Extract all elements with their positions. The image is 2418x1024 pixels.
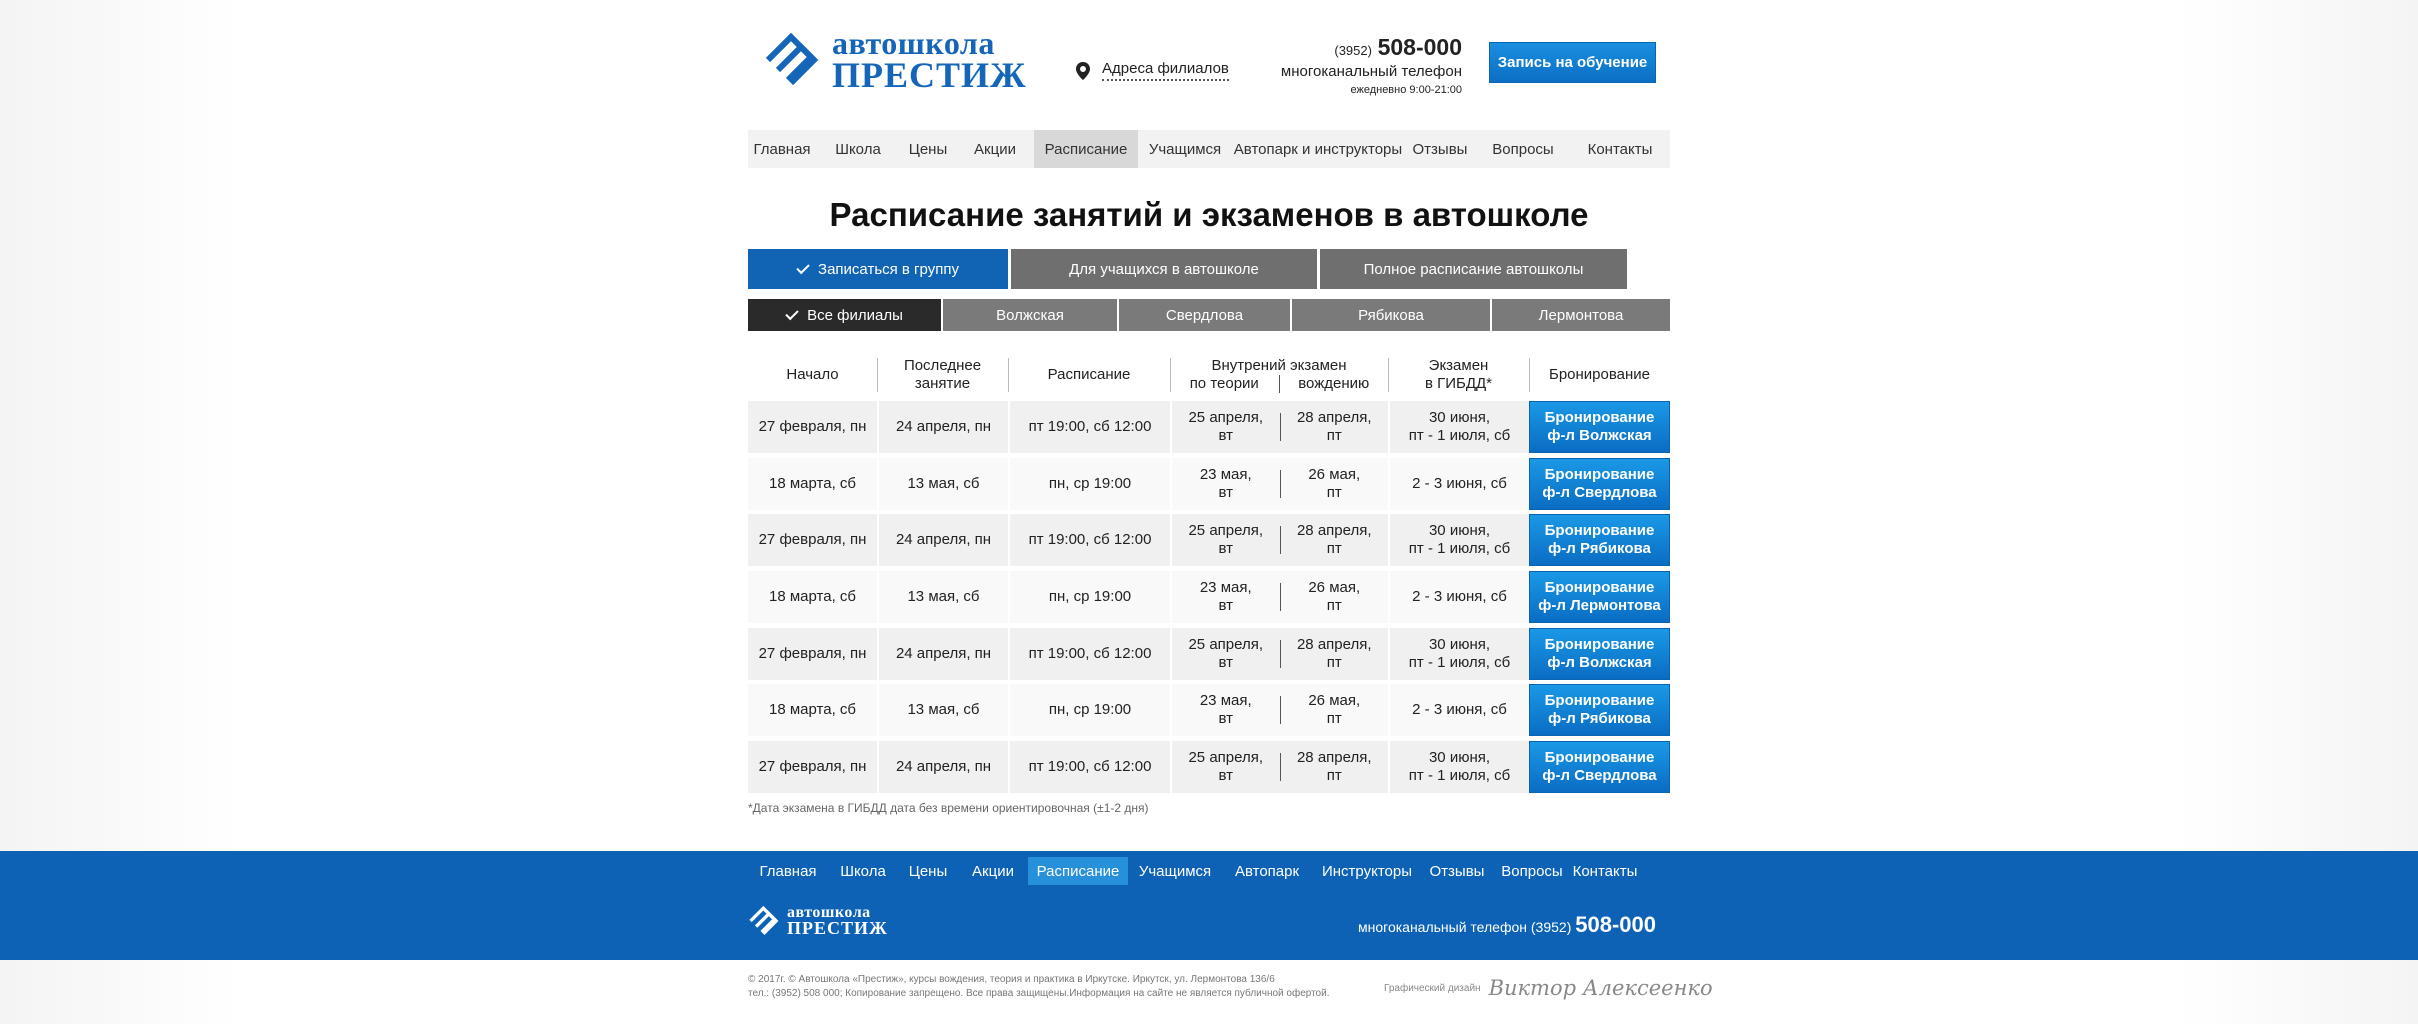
cell-theory [1172,409,1280,445]
branch-tab-1[interactable] [943,299,1117,331]
phone-label: многоканальный телефон [1280,63,1462,80]
footer-nav-item-2[interactable]: Цены [908,862,948,880]
map-pin-icon [1076,62,1090,80]
booking-line1: Бронирование [1544,749,1655,767]
footer-nav [748,857,1670,885]
logo-line1: автошкола [832,25,995,61]
footer-nav-item-3[interactable]: Акции [972,862,1014,880]
header-driving: вождению [1279,375,1389,393]
gibdd-line1: 30 июня, [1428,522,1491,540]
header-last-lesson [877,352,1008,398]
cell-last-lesson: 13 мая, сб [877,684,1008,736]
nav-item-4[interactable]: Расписание [1034,130,1138,168]
booking-branch: ф-л Волжская [1547,653,1652,671]
footer-nav-item-0[interactable]: Главная [759,862,817,880]
cell-schedule: пн, ср 19:00 [1008,571,1170,623]
branch-tab-3[interactable] [1292,299,1490,331]
table-row [748,628,1670,680]
mode-tab-label: Для учащихся в автошколе [1069,260,1259,278]
cell-gibdd [1388,628,1529,680]
theory-date: 23 мая, [1199,579,1252,597]
gibdd-line2: пт - 1 июля, сб [1408,767,1511,785]
cell-start: 18 марта, сб [748,458,877,510]
cell-driving [1281,579,1389,615]
footer-nav-item-9[interactable]: Вопросы [1501,862,1563,880]
theory-day: вт [1218,767,1233,785]
footer-nav-item-1[interactable]: Школа [840,862,886,880]
cell-gibdd [1388,571,1529,623]
driving-day: пт [1326,710,1342,728]
driving-day: пт [1326,767,1342,785]
cell-last-lesson: 24 апреля, пн [877,741,1008,793]
mode-tab-0[interactable] [748,249,1008,289]
cell-schedule: пн, ср 19:00 [1008,458,1170,510]
table-row [748,401,1670,453]
booking-button[interactable] [1529,514,1670,566]
nav-item-6[interactable]: Автопарк и инструкторы [1233,140,1403,158]
branch-tab-label: Рябикова [1358,306,1424,324]
cell-driving [1281,522,1389,558]
header-internal-exam-title: Внутрений экзамен [1211,357,1347,374]
cell-start: 27 февраля, пн [748,628,877,680]
header-gibdd [1388,352,1529,398]
cell-driving [1281,692,1389,728]
enroll-button[interactable]: Запись на обучение [1489,42,1656,83]
footer-logo-line1: автошкола [787,904,871,921]
nav-item-2[interactable]: Цены [908,140,948,158]
booking-line1: Бронирование [1544,692,1655,710]
cell-internal-exam [1170,571,1388,623]
mode-tab-2[interactable] [1320,249,1627,289]
header-schedule: Расписание [1008,352,1170,398]
footer-nav-item-6[interactable]: Автопарк [1234,862,1300,880]
site-logo[interactable] [764,25,1027,95]
header-gibdd-line1: Экзамен [1428,357,1489,374]
theory-date: 23 мая, [1199,465,1252,483]
driving-date: 26 мая, [1308,579,1361,597]
check-icon [785,306,798,319]
driving-day: пт [1326,540,1342,558]
working-hours: ежедневно 9:00-21:00 [1350,84,1462,96]
gibdd-footnote: *Дата экзамена в ГИБДД дата без времени ориентировочная (±1-2 дня) [748,801,1149,815]
cell-gibdd [1388,401,1529,453]
nav-item-5[interactable]: Учащимся [1148,140,1222,158]
booking-button[interactable] [1529,401,1670,453]
nav-item-1[interactable]: Школа [835,140,881,158]
nav-item-7[interactable]: Отзывы [1412,140,1468,158]
table-row [748,571,1670,623]
footer-nav-item-7[interactable]: Инструкторы [1321,862,1412,880]
cell-schedule: пт 19:00, сб 12:00 [1008,514,1170,566]
mode-tab-label: Записаться в группу [818,260,959,278]
booking-line1: Бронирование [1544,465,1655,483]
mode-tab-label: Полное расписание автошколы [1363,260,1584,278]
cell-start: 27 февраля, пн [748,514,877,566]
design-label: Графический дизайн [1384,982,1481,994]
booking-line1: Бронирование [1544,579,1655,597]
schedule-table-header [748,352,1670,398]
check-icon [796,260,809,273]
footer-nav-item-4[interactable]: Расписание [1028,857,1128,885]
gibdd-line2: пт - 1 июля, сб [1408,427,1511,444]
cell-schedule: пт 19:00, сб 12:00 [1008,401,1170,453]
booking-branch: ф-л Рябикова [1548,540,1651,558]
gibdd-line1: 30 июня, [1428,635,1491,653]
cell-theory [1172,466,1280,502]
cell-internal-exam [1170,684,1388,736]
booking-button[interactable] [1529,684,1670,736]
cell-theory [1172,636,1280,672]
cell-internal-exam [1170,401,1388,453]
booking-line1: Бронирование [1544,409,1655,426]
gibdd-line2: пт - 1 июля, сб [1408,540,1511,558]
nav-item-9[interactable]: Контакты [1587,140,1653,158]
header-booking: Бронирование [1529,352,1670,398]
cell-last-lesson: 24 апреля, пн [877,514,1008,566]
theory-day: вт [1218,653,1233,671]
footer-phone-label: многоканальный телефон (3952) [1358,919,1572,935]
driving-date: 28 апреля, [1296,749,1372,767]
booking-branch: ф-л Свердлова [1542,483,1657,501]
booking-line1: Бронирование [1544,522,1655,540]
booking-button[interactable] [1529,741,1670,793]
nav-item-3[interactable]: Акции [974,140,1016,158]
mode-tabs [748,249,1670,289]
logo-line2: ПРЕСТИЖ [832,55,1027,95]
cell-gibdd [1388,684,1529,736]
theory-date: 25 апреля, [1188,522,1264,540]
gibdd-line1: 30 июня, [1428,749,1491,767]
footer-phone-number[interactable]: 508-000 [1575,912,1656,937]
copyright [748,973,1368,1001]
cell-start: 27 февраля, пн [748,401,877,453]
cell-theory [1172,692,1280,728]
branch-addresses-link[interactable] [1076,60,1229,81]
main-nav [748,130,1670,168]
cell-gibdd [1388,458,1529,510]
footer-nav-item-5[interactable]: Учащимся [1138,862,1212,880]
schedule-table-body [748,401,1670,798]
header-internal-exam [1170,352,1388,398]
footer-phone [1300,912,1656,938]
theory-date: 25 апреля, [1188,409,1264,426]
branch-tab-0[interactable] [748,299,941,331]
theory-day: вт [1218,483,1233,501]
table-row [748,684,1670,736]
branch-tab-label: Все филиалы [807,306,903,324]
theory-day: вт [1218,427,1233,444]
cell-theory [1172,522,1280,558]
cell-theory [1172,749,1280,785]
copyright-line2: тел.: (3952) 508 000; Копирование запрещено. Все права защищены.Информация на сайте не является публичной офертой. [748,988,1330,999]
theory-date: 25 апреля, [1188,635,1264,653]
cell-start: 18 марта, сб [748,571,877,623]
cell-last-lesson: 13 мая, сб [877,571,1008,623]
booking-button[interactable] [1529,628,1670,680]
branch-tab-4[interactable] [1492,299,1670,331]
booking-button[interactable] [1529,458,1670,510]
table-row [748,458,1670,510]
cell-driving [1281,749,1389,785]
gibdd-line1: 2 - 3 июня, сб [1412,474,1507,492]
driving-day: пт [1326,483,1342,501]
cell-schedule: пт 19:00, сб 12:00 [1008,741,1170,793]
designer-credit [1384,976,1713,1000]
cell-driving [1281,636,1389,672]
booking-branch: ф-л Рябикова [1548,710,1651,728]
page-title: Расписание занятий и экзаменов в автошколе [829,196,1589,233]
cell-gibdd [1388,514,1529,566]
nav-item-8[interactable]: Вопросы [1492,140,1554,158]
designer-signature[interactable]: Виктор Алексеенко [1488,976,1713,1000]
cell-internal-exam [1170,628,1388,680]
branch-tab-label: Лермонтова [1538,306,1624,324]
branch-tabs [748,299,1670,331]
driving-day: пт [1326,653,1342,671]
header-gibdd-line2: в ГИБДД* [1424,375,1493,392]
header-theory: по теории [1189,375,1259,392]
gibdd-line1: 2 - 3 июня, сб [1412,701,1507,719]
driving-day: пт [1326,427,1342,444]
booking-branch: ф-л Волжская [1547,427,1652,444]
footer-logo[interactable] [748,905,888,937]
booking-branch: ф-л Лермонтова [1538,597,1661,615]
theory-date: 25 апреля, [1188,749,1264,767]
theory-date: 23 мая, [1199,692,1252,710]
phone-number[interactable]: 508-000 [1377,34,1462,60]
booking-button[interactable] [1529,571,1670,623]
table-row [748,741,1670,793]
logo-mark-icon [764,33,824,87]
branch-tab-label: Свердлова [1165,306,1244,324]
cell-last-lesson: 24 апреля, пн [877,401,1008,453]
header-phone-block [1270,34,1462,96]
mode-tab-1[interactable] [1011,249,1317,289]
cell-start: 18 марта, сб [748,684,877,736]
phone-code: (3952) [1334,43,1372,58]
gibdd-line1: 30 июня, [1428,409,1491,426]
footer-logo-mark-icon [748,906,782,936]
table-row [748,514,1670,566]
branch-tab-label: Волжская [996,306,1064,324]
cell-theory [1172,579,1280,615]
cell-gibdd [1388,741,1529,793]
branch-tab-2[interactable] [1119,299,1290,331]
header-last-line1: Последнее [903,357,982,374]
driving-day: пт [1326,597,1342,615]
header-start: Начало [786,366,839,383]
addresses-label: Адреса филиалов [1102,60,1229,81]
cell-internal-exam [1170,514,1388,566]
cell-driving [1281,409,1389,445]
cell-internal-exam [1170,458,1388,510]
cell-last-lesson: 24 апреля, пн [877,628,1008,680]
driving-date: 26 мая, [1308,692,1361,710]
gibdd-line1: 2 - 3 июня, сб [1412,588,1507,606]
cell-start: 27 февраля, пн [748,741,877,793]
footer-nav-item-8[interactable]: Отзывы [1429,862,1485,880]
nav-item-0[interactable]: Главная [753,140,811,158]
theory-day: вт [1218,597,1233,615]
driving-date: 28 апреля, [1296,409,1372,426]
footer-logo-line2: ПРЕСТИЖ [787,918,888,938]
cell-last-lesson: 13 мая, сб [877,458,1008,510]
driving-date: 26 мая, [1308,465,1361,483]
booking-branch: ф-л Свердлова [1542,767,1657,785]
theory-day: вт [1218,710,1233,728]
cell-schedule: пн, ср 19:00 [1008,684,1170,736]
header-last-line2: занятие [914,375,971,392]
footer-nav-item-10[interactable]: Контакты [1572,862,1638,880]
booking-line1: Бронирование [1544,635,1655,653]
copyright-line1: © 2017г. © Автошкола «Престиж», курсы вождения, теория и практика в Иркутске. Иркутск, ул. Лермонтова 136/6 [748,974,1275,985]
cell-schedule: пт 19:00, сб 12:00 [1008,628,1170,680]
gibdd-line2: пт - 1 июля, сб [1408,653,1511,671]
driving-date: 28 апреля, [1296,522,1372,540]
driving-date: 28 апреля, [1296,635,1372,653]
cell-driving [1281,466,1389,502]
theory-day: вт [1218,540,1233,558]
cell-internal-exam [1170,741,1388,793]
